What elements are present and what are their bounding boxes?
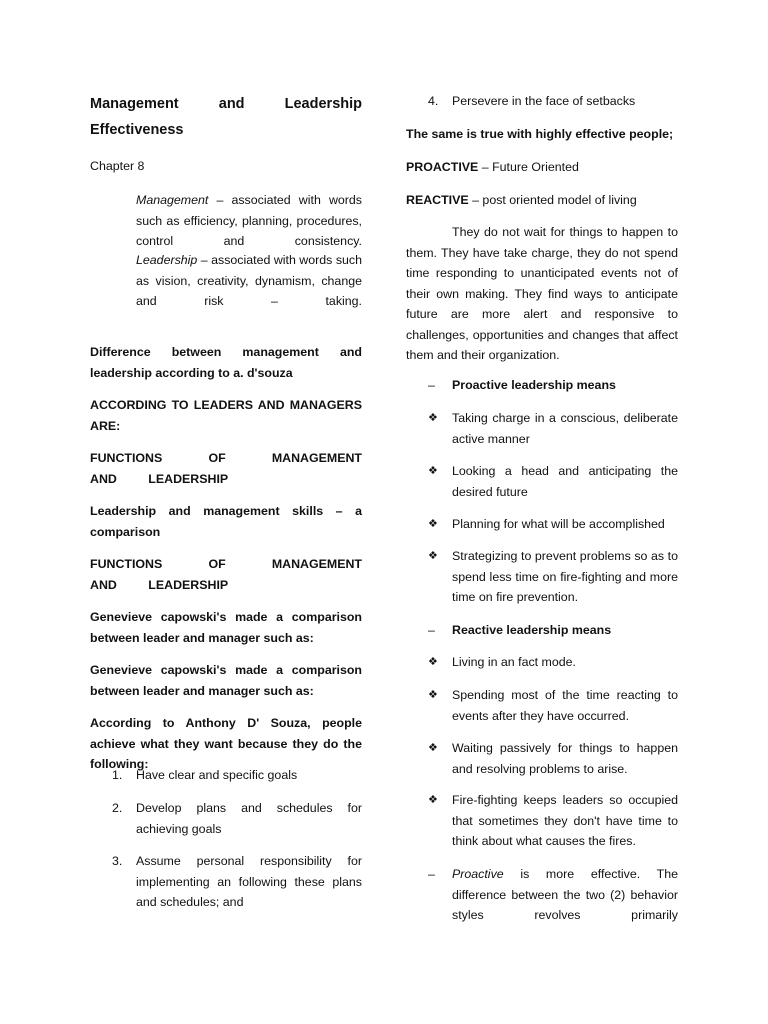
list-item-text: Living in an fact mode. bbox=[452, 655, 576, 669]
heading-capowski-1: Genevieve capowski's made a comparison between leader and manager such as: bbox=[90, 610, 362, 645]
title-line-1 bbox=[90, 92, 362, 116]
management-definition bbox=[136, 190, 362, 252]
reactive-definition: REACTIVE – post oriented model of living bbox=[406, 193, 637, 207]
bullet-icon: ❖ bbox=[428, 656, 438, 668]
bullet-icon: ❖ bbox=[428, 518, 438, 530]
list-item-text: Taking charge in a conscious, deliberate active manner bbox=[452, 411, 678, 446]
reactive-heading: Reactive leadership means bbox=[452, 623, 612, 637]
leadership-def-text: – associated with words such as vision, creativity, dynamism, change and risk – taking. bbox=[136, 253, 362, 308]
heading-according-leaders: ACCORDING TO LEADERS AND MANAGERS ARE: bbox=[90, 398, 362, 433]
bullet-icon: ❖ bbox=[428, 689, 438, 701]
heading-skills-comparison: Leadership and management skills – a comparison bbox=[90, 504, 362, 539]
heading-functions-1: FUNCTIONS OF MANAGEMENT AND LEADERSHIP bbox=[90, 451, 362, 486]
heading-functions-2: FUNCTIONS OF MANAGEMENT AND LEADERSHIP bbox=[90, 557, 362, 592]
list-item-text: Strategizing to prevent problems so as to spend less time on fire-fighting and more time on fire prevention. bbox=[452, 549, 678, 604]
title-word-leadership: Leadership bbox=[284, 96, 362, 112]
management-term: Management bbox=[136, 193, 209, 207]
bullet-icon: ❖ bbox=[428, 794, 438, 806]
chapter-label: Chapter 8 bbox=[90, 159, 145, 173]
dash-marker: – bbox=[428, 867, 435, 881]
list-item-text: Looking a head and anticipating the desired future bbox=[452, 464, 678, 499]
leadership-definition bbox=[136, 250, 362, 312]
heading-difference: Difference between management and leadership according to a. d'souza bbox=[90, 345, 362, 380]
title-line-2: Effectiveness bbox=[90, 122, 184, 138]
list-item-text: Waiting passively for things to happen and resolving problems to arise. bbox=[452, 741, 678, 776]
list-item-text: Persevere in the face of setbacks bbox=[452, 94, 636, 108]
heading-capowski-2: Genevieve capowski's made a comparison between leader and manager such as: bbox=[90, 663, 362, 698]
title-word-management: Management bbox=[90, 96, 179, 112]
management-def-text: – associated with words such as efficiency, planning, procedures, control and consistency. bbox=[136, 193, 362, 248]
list-item-text: Planning for what will be accomplished bbox=[452, 517, 665, 531]
heading-dsouza: According to Anthony D' Souza, people achieve what they want because they do the following: bbox=[90, 716, 362, 771]
proactive-definition: PROACTIVE – Future Oriented bbox=[406, 160, 579, 174]
bullet-icon: ❖ bbox=[428, 742, 438, 754]
bullet-icon: ❖ bbox=[428, 412, 438, 424]
dash-marker: – bbox=[428, 378, 435, 392]
list-item-text: Have clear and specific goals bbox=[136, 768, 298, 782]
proactive-heading: Proactive leadership means bbox=[452, 378, 616, 392]
final-paragraph: Proactive is more effective. The difference between the two (2) behavior styles revolves primarily bbox=[452, 867, 678, 922]
title-word-and: and bbox=[218, 96, 245, 112]
bullet-icon: ❖ bbox=[428, 465, 438, 477]
list-item-text: Spending most of the time reacting to events after they have occurred. bbox=[452, 688, 678, 723]
list-item-text: Fire-fighting keeps leaders so occupied that sometimes they don't have time to think about what causes the fires. bbox=[452, 793, 678, 848]
leadership-term: Leadership bbox=[136, 253, 198, 267]
list-item-text: Assume personal responsibility for implementing an following these plans and schedules; and bbox=[136, 854, 362, 909]
same-true-line: The same is true with highly effective people; bbox=[406, 127, 674, 141]
body-paragraph: They do not wait for things to happen to them. They have take charge, they do not spend time responding to unanticipated events not of their own making. They find ways to anticipate future are more alert and responsive to challenges, opportunities and changes that affect them and their organization. bbox=[406, 225, 678, 362]
bullet-icon: ❖ bbox=[428, 550, 438, 562]
dash-marker: – bbox=[428, 623, 435, 637]
list-item-text: Develop plans and schedules for achieving goals bbox=[136, 801, 362, 836]
